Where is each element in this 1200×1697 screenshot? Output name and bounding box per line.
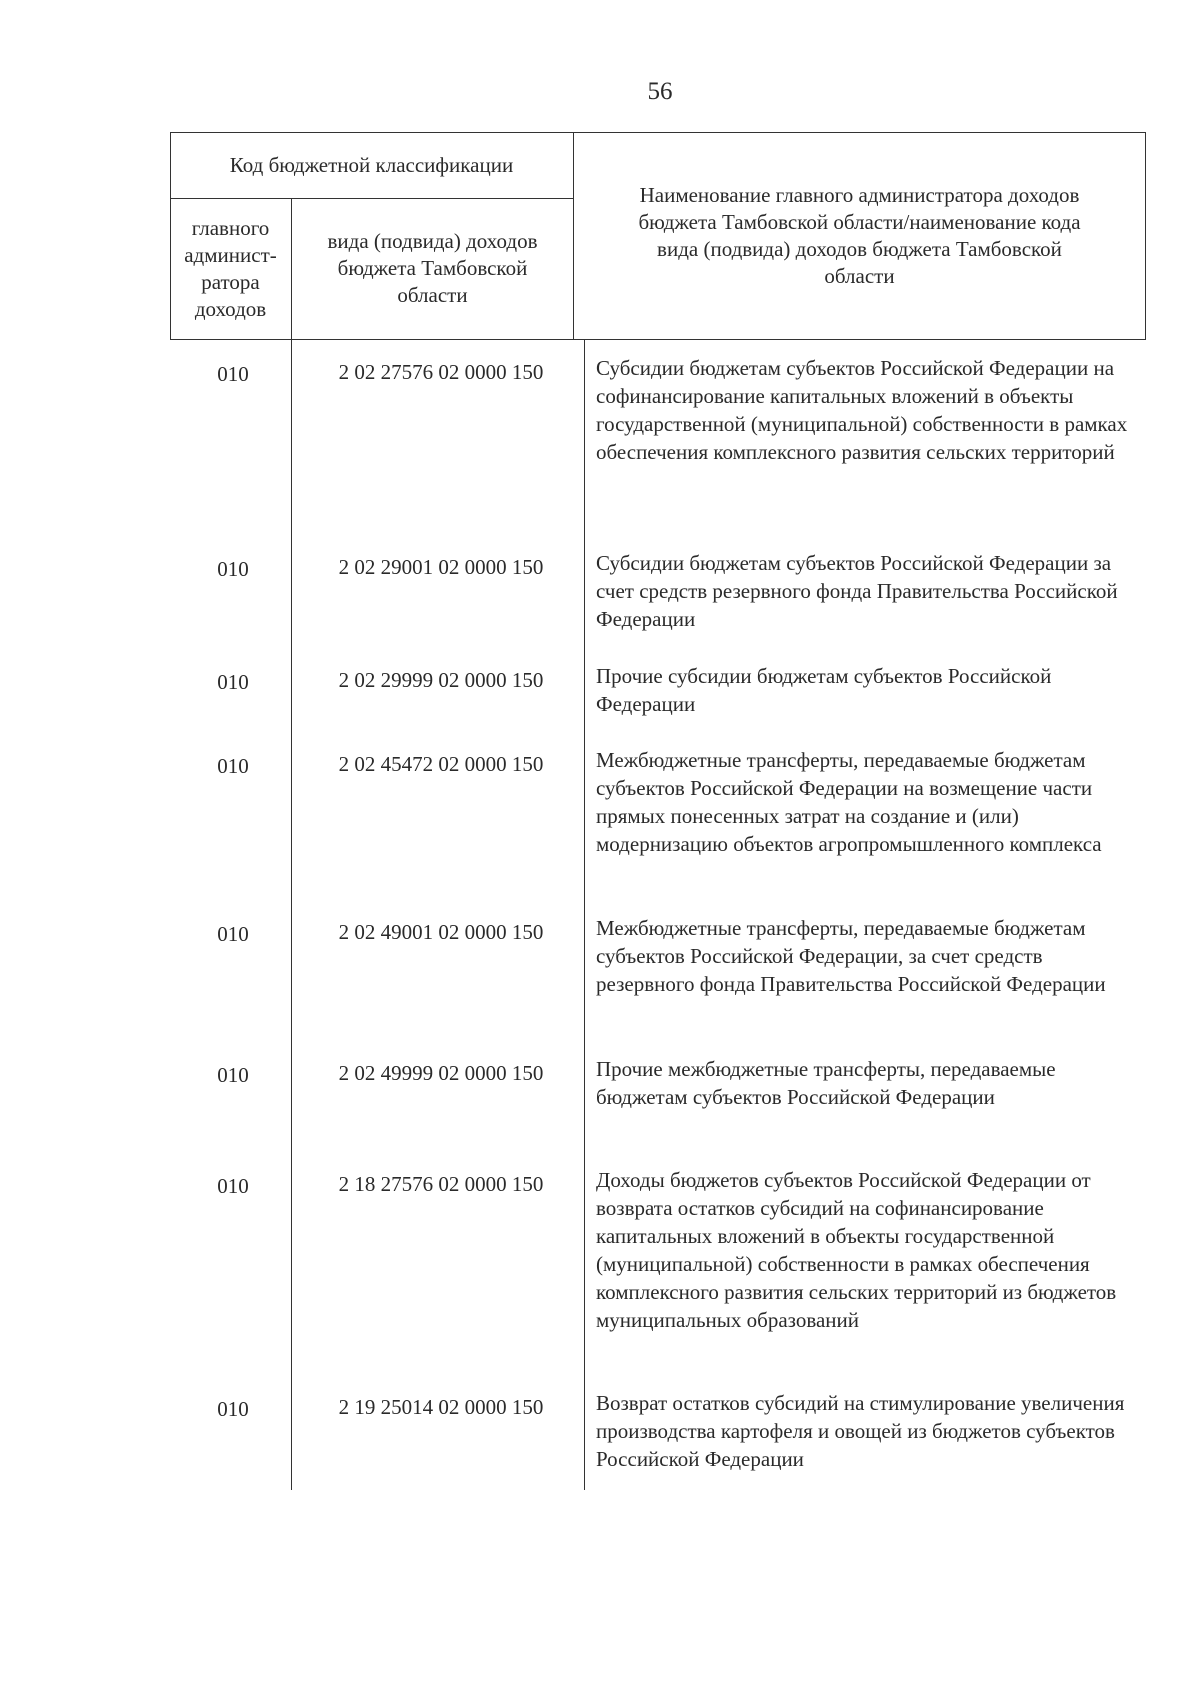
row-admin-code: 010 [217, 670, 249, 694]
row-admin-code: 010 [217, 1174, 249, 1198]
row-admin-code: 010 [217, 362, 249, 386]
row-admin-code: 010 [217, 754, 249, 778]
row-description: Межбюджетные трансферты, передаваемые бюджетам субъектов Российской Федерации на возмещение части прямых понесенных затрат на создание и (или) модернизацию объектов агропромышленного комплекса [596, 748, 1102, 856]
body-divider-right [584, 340, 585, 1490]
header-code-label: вида (подвида) доходов бюджета Тамбовской области [327, 229, 538, 307]
row-description: Прочие межбюджетные трансферты, передаваемые бюджетам субъектов Российской Федерации [596, 1057, 1056, 1109]
row-admin-code: 010 [217, 557, 249, 581]
row-income-code: 2 02 49001 02 0000 150 [338, 920, 544, 944]
row-description: Доходы бюджетов субъектов Российской Федерации от возврата остатков субсидий на софинансирование капитальных вложений в объекты государственной (муниципальной) собственности в рамках обеспечения комплексного развития сельских территорий из бюджетов муниципальных образований [596, 1168, 1117, 1332]
row-income-code: 2 19 25014 02 0000 150 [338, 1395, 544, 1419]
header-admin-label: главного админист- ратора доходов [184, 215, 277, 321]
body-divider-left [291, 340, 292, 1490]
row-admin-code: 010 [217, 1397, 249, 1421]
row-description: Субсидии бюджетам субъектов Российской Федерации на софинансирование капитальных вложений в объекты государственной (муниципальной) собственности в рамках обеспечения комплексного развития сельских территорий [596, 356, 1128, 464]
row-income-code: 2 18 27576 02 0000 150 [338, 1172, 544, 1196]
header-bottom-border [170, 339, 1146, 340]
row-admin-code: 010 [217, 1063, 249, 1087]
page-number: 56 [647, 78, 673, 105]
header-name-label: Наименование главного администратора доходов бюджета Тамбовской области/наименование кода вида (подвида) доходов бюджета Тамбовской области [638, 182, 1081, 288]
row-income-code: 2 02 49999 02 0000 150 [338, 1061, 544, 1085]
row-income-code: 2 02 27576 02 0000 150 [338, 360, 544, 384]
row-income-code: 2 02 45472 02 0000 150 [338, 752, 544, 776]
table-header [170, 132, 1146, 340]
row-admin-code: 010 [217, 922, 249, 946]
header-right-border [1145, 132, 1146, 340]
row-income-code: 2 02 29001 02 0000 150 [338, 555, 544, 579]
row-description: Межбюджетные трансферты, передаваемые бюджетам субъектов Российской Федерации, за счет средств резервного фонда Правительства Российской Федерации [596, 916, 1106, 996]
row-description: Субсидии бюджетам субъектов Российской Федерации за счет средств резервного фонда Правительства Российской Федерации [596, 551, 1118, 631]
row-income-code: 2 02 29999 02 0000 150 [338, 668, 544, 692]
header-group-label: Код бюджетной классификации [229, 152, 514, 177]
row-description: Прочие субсидии бюджетам субъектов Российской Федерации [596, 664, 1052, 716]
row-description: Возврат остатков субсидий на стимулирование увеличения производства картофеля и овощей из бюджетов субъектов Российской Федерации [596, 1391, 1125, 1471]
